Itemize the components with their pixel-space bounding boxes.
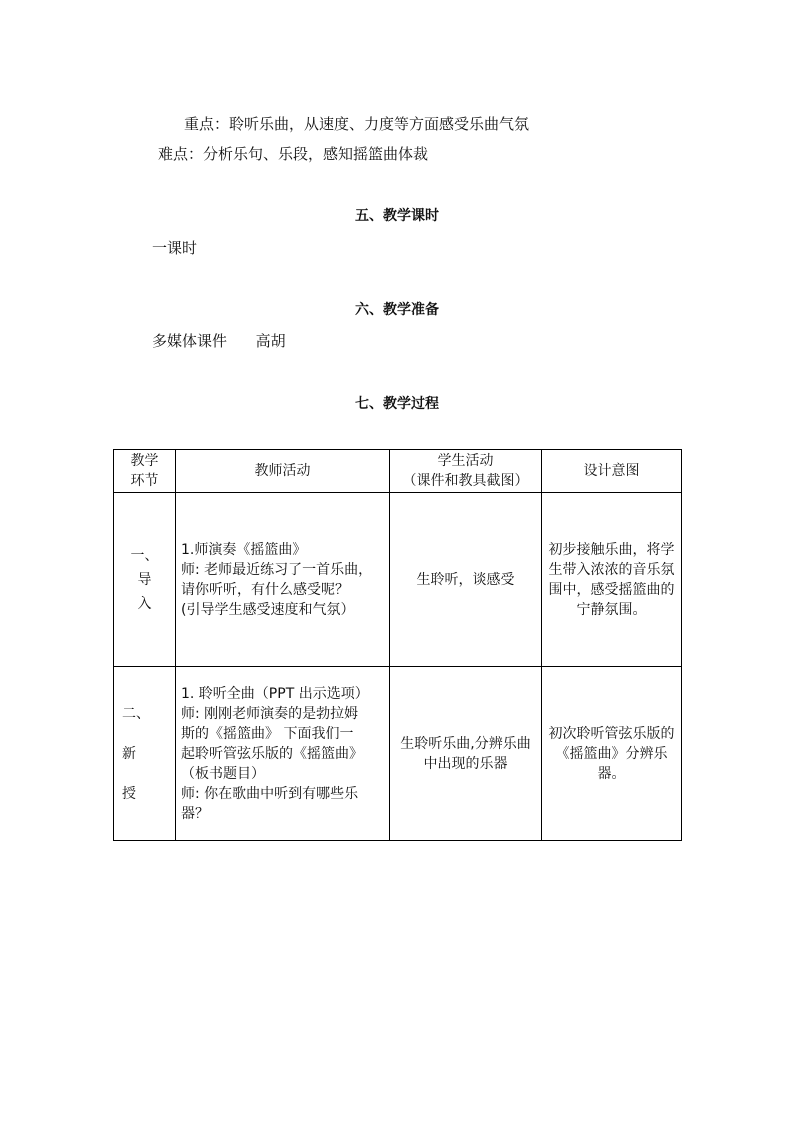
teacher-line: 斯的《摇篮曲》 下面我们一 bbox=[181, 725, 354, 742]
row2-design-intent: 初次聆听管弦乐版的《摇篮曲》分辨乐器。 bbox=[542, 667, 682, 841]
teacher-line: 1.师演奏《摇篮曲》 bbox=[181, 541, 307, 558]
table-header-row bbox=[114, 450, 682, 493]
section-7-title: 七、教学过程 bbox=[355, 396, 439, 412]
row1-step bbox=[114, 493, 176, 667]
table-row bbox=[114, 493, 682, 667]
header-student bbox=[390, 450, 542, 493]
teaching-process-table bbox=[113, 449, 682, 841]
section-6-title: 六、教学准备 bbox=[355, 302, 439, 318]
header-step-line: 环节 bbox=[130, 473, 159, 489]
row2-teacher-activity bbox=[176, 667, 390, 841]
teacher-line: （板书题目） bbox=[181, 765, 265, 782]
teacher-line: 师: 老师最近练习了一首乐曲， bbox=[181, 561, 373, 578]
table-row bbox=[114, 667, 682, 841]
header-design: 设计意图 bbox=[542, 450, 682, 493]
header-step-line: 教学 bbox=[130, 453, 159, 469]
teacher-line: 1. 聆听全曲（PPT 出示选项） bbox=[181, 685, 369, 702]
section-6-content: 多媒体课件 高胡 bbox=[152, 332, 286, 350]
row1-design-intent: 初步接触乐曲，将学生带入浓浓的音乐氛围中，感受摇篮曲的宁静氛围。 bbox=[542, 493, 682, 667]
difficulty: 难点：分析乐句、乐段，感知摇篮曲体裁 bbox=[158, 145, 429, 163]
teacher-line: (引导学生感受速度和气氛） bbox=[181, 601, 355, 618]
section-5-content: 一课时 bbox=[152, 239, 198, 257]
step-line: 二、 bbox=[122, 705, 150, 722]
step-line: 入 bbox=[137, 595, 152, 612]
step-line: 授 bbox=[122, 785, 136, 802]
header-student-line: 学生活动 bbox=[437, 453, 494, 469]
teacher-line: 请你听听，有什么感受呢？ bbox=[181, 581, 349, 598]
row2-student-activity: 生聆听乐曲,分辨乐曲中出现的乐器 bbox=[390, 667, 542, 841]
header-student-line: （课件和教具截图） bbox=[402, 473, 529, 489]
teacher-line: 起聆听管弦乐版的《摇篮曲》 bbox=[181, 745, 363, 762]
teacher-line: 师: 刚刚老师演奏的是勃拉姆 bbox=[181, 705, 359, 722]
step-line: 一、 bbox=[130, 547, 159, 564]
header-step bbox=[114, 450, 176, 493]
header-teacher: 教师活动 bbox=[176, 450, 390, 493]
step-line: 导 bbox=[137, 571, 152, 588]
teacher-line: 器？ bbox=[181, 805, 209, 822]
section-5-title: 五、教学课时 bbox=[355, 208, 439, 224]
row1-teacher-activity bbox=[176, 493, 390, 667]
step-line: 新 bbox=[122, 745, 136, 762]
row1-student-activity: 生聆听，谈感受 bbox=[390, 493, 542, 667]
teacher-line: 师: 你在歌曲中听到有哪些乐 bbox=[181, 785, 359, 802]
key-point: 重点：聆听乐曲，从速度、力度等方面感受乐曲气氛 bbox=[184, 115, 530, 133]
row2-step bbox=[114, 667, 176, 841]
